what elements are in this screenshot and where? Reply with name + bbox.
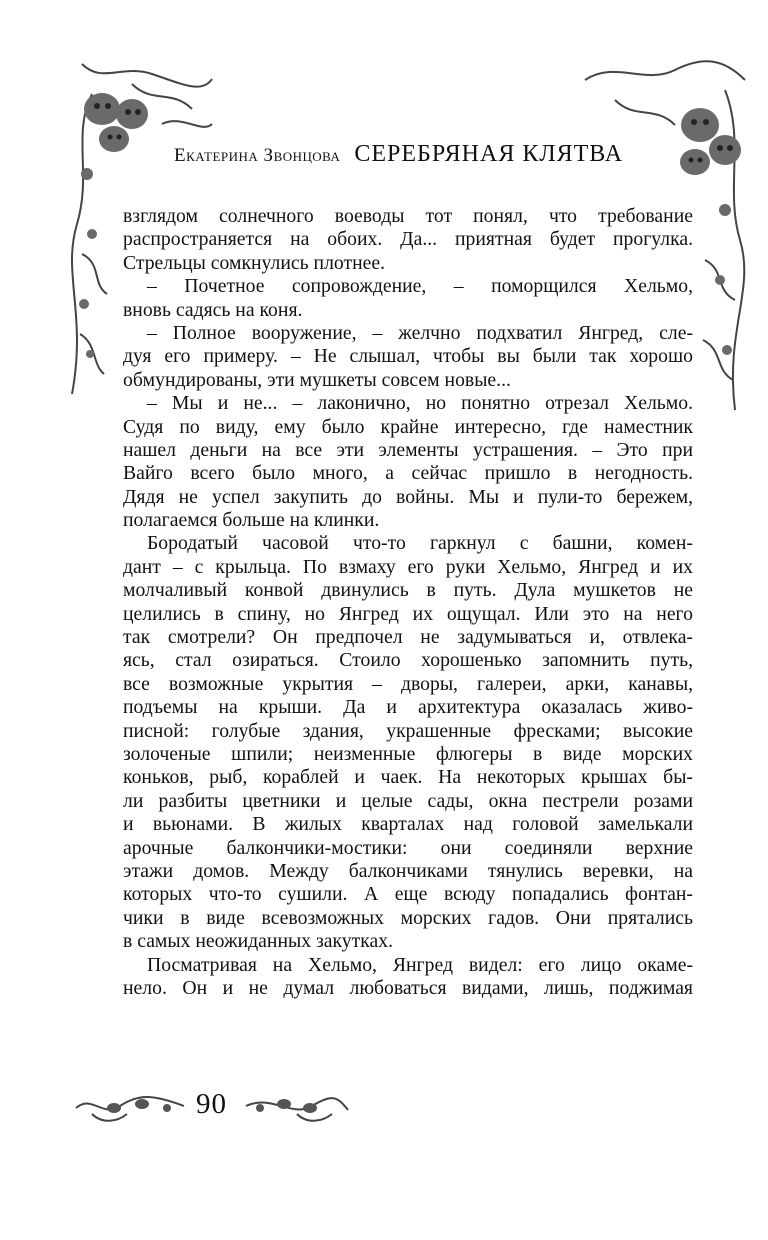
text-line: нело. Он и не думал любоваться видами, лишь, поджимая [123, 976, 693, 999]
text-line: – Почетное сопровождение, – поморщился Хельмо, [147, 275, 693, 298]
text-line: которых что-то сушили. А еще всюду попадались фонтан- [123, 883, 693, 906]
text-line: подъемы на крыши. Да и архитектура оказалась живо- [123, 696, 693, 719]
text-line: золоченые шпили; неизменные флюгеры в виде морских [123, 742, 693, 765]
text-line: все возможные укрытия – дворы, галереи, арки, канавы, [123, 672, 693, 695]
text-line: нашел деньги на все эти элементы устрашения. – Это при [123, 438, 693, 461]
text-line: ясь, стал озираться. Стоило хорошенько запомнить путь, [123, 649, 693, 672]
text-line: Стрельцы сомкнулись плотнее. [123, 251, 386, 274]
header-title: СЕРЕБРЯНАЯ КЛЯТВА [354, 141, 624, 167]
text-line: этажи домов. Между балкончиками тянулись веревки, на [123, 859, 693, 882]
text-line: целились в спину, но Янгред их ощущал. Или это на него [123, 602, 693, 625]
page-number: 90 [196, 1088, 227, 1120]
text-line: вновь садясь на коня. [123, 298, 303, 321]
text-line: Дядя не успел закупить до войны. Мы и пули-то бережем, [123, 485, 693, 508]
text-line: молчаливый конвой двинулись в путь. Дула мушкетов не [123, 579, 693, 602]
text-line: писной: голубые здания, украшенные фресками; высокие [123, 719, 693, 742]
body-text [123, 205, 693, 1000]
text-line: полагаемся больше на клинки. [123, 509, 380, 532]
text-line: взглядом солнечного воеводы тот понял, что требование [123, 205, 693, 227]
text-line: арочные балкончики-мостики: они соединяли верхние [123, 836, 693, 859]
text-line: и вьюнами. В жилых кварталах над головой замелькали [123, 813, 693, 836]
footer-ornament-left [72, 1084, 190, 1130]
text-line: обмундированы, эти мушкеты совсем новые... [123, 368, 511, 391]
text-line: – Мы и не... – лаконично, но понятно отрезал Хельмо. [147, 392, 693, 415]
text-line: – Полное вооружение, – желчно подхватил Янгред, сле- [147, 321, 693, 344]
text-line: ли разбиты цветники и целые сады, окна пестрели розами [123, 789, 693, 812]
text-line: чики в виде всевозможных морских гадов. Они прятались [123, 906, 693, 929]
text-line: Судя по виду, ему было крайне интересно, где наместник [123, 415, 693, 438]
text-line: дант – с крыльца. По взмаху его руки Хельмо, Янгред и их [123, 555, 693, 578]
text-line: коньков, рыб, кораблей и чаек. На некоторых крышах бы- [123, 766, 693, 789]
text-line: Бородатый часовой что-то гаркнул с башни, комен- [147, 532, 693, 555]
footer-ornament-right [242, 1084, 352, 1130]
text-line: в самых неожиданных закутках. [123, 930, 393, 953]
text-line: распространяется на обоих. Да... приятная будет прогулка. [123, 228, 693, 251]
running-header [174, 141, 654, 168]
header-author: Екатерина Звонцова [174, 145, 341, 166]
text-line: так смотрели? Он предпочел не задумываться и, отвлека- [123, 626, 693, 649]
text-line: Посматривая на Хельмо, Янгред видел: его лицо окаме- [147, 953, 693, 976]
text-line: Вайго всего было много, а сейчас пришло в негодность. [123, 462, 693, 485]
text-line: дуя его примеру. – Не слышал, чтобы вы были так хорошо [123, 345, 693, 368]
